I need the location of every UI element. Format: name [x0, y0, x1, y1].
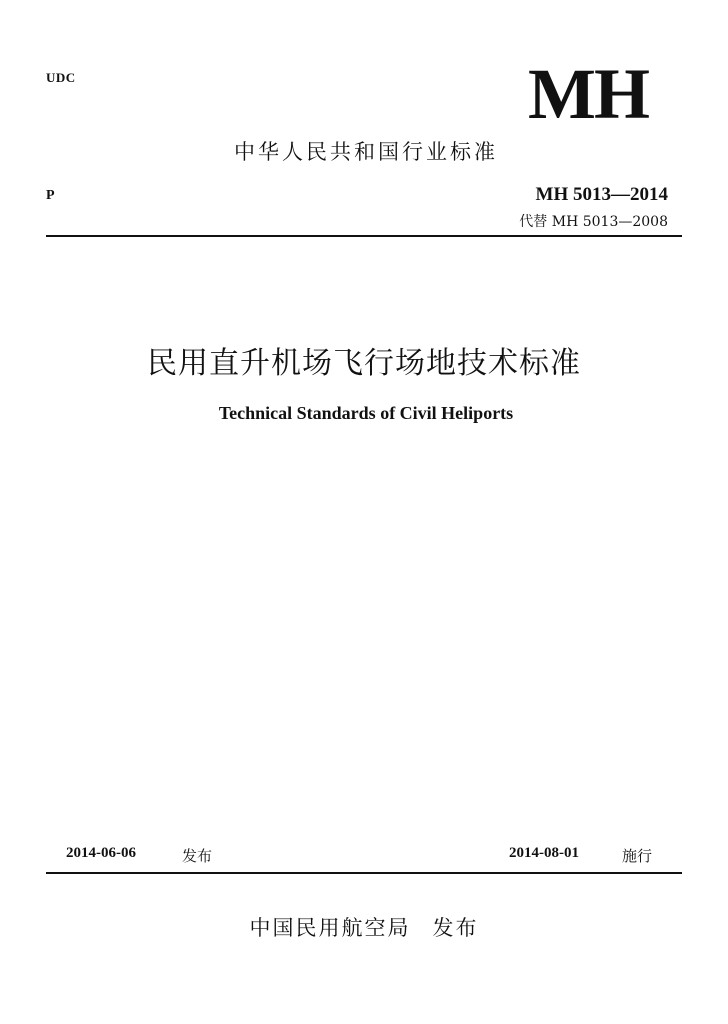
udc-label: UDC	[46, 70, 76, 85]
standard-number: MH 5013—2014	[535, 184, 668, 205]
issuer-name: 中国民用航空局	[249, 916, 411, 940]
industry-standard-text: 中华人民共和国行业标准	[234, 140, 498, 164]
effective-date: 2014-08-01	[509, 845, 579, 861]
title-english-wrap	[0, 403, 728, 424]
issuer-action: 发布	[432, 916, 479, 940]
title-english: Technical Standards of Civil Heliports	[218, 403, 514, 423]
mh-logo: MH	[528, 54, 648, 134]
top-divider	[46, 235, 682, 237]
issuer-line	[0, 912, 728, 942]
replaces-standard: 代替 MH 5013—2008	[519, 214, 668, 230]
bottom-divider	[46, 872, 682, 874]
category-code: P	[46, 188, 55, 203]
publish-label: 发布	[182, 847, 213, 865]
title-chinese: 民用直升机场飞行场地技术标准	[147, 346, 581, 381]
publish-date: 2014-06-06	[66, 845, 136, 861]
industry-standard-heading	[0, 136, 728, 166]
effective-label: 施行	[622, 847, 653, 865]
